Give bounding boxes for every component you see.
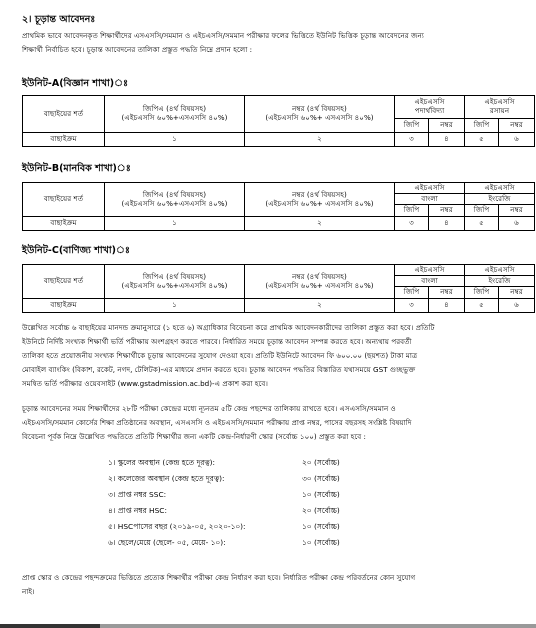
paragraph-line: মোবাইল ব্যাংকিং (বিকাশ, রকেট, নগদ, টেলিটক)-এর মাধ্যমে প্রদান করতে হবে। চূড়ান্ত আবেদন পদ্ধতির বিস্তারিত যথাসময়ে GST গুচ্ছভুক্ত [22, 365, 416, 374]
rank-value: ২ [245, 299, 395, 313]
paragraph-line: সমন্বিত ভর্তি পরীক্ষার ওয়েবসাইট (www.gstadmission.ac.bd)-এ প্রকাশ করা হবে। [22, 379, 268, 388]
criteria-score: ১০ (সর্বোচ্চ) [302, 522, 340, 531]
paragraph-line: ইউনিটে নির্দিষ্ট সংখ্যক শিক্ষার্থী ভর্তি পরীক্ষায় অংশগ্রহণ করতে পারবে। নির্ধারিত সময়ে চূড়ান্ত আবেদন সম্পন্ন করতে হবে। অন্যথায় পরবর্তী [22, 337, 412, 346]
gpa-header [105, 265, 245, 299]
marks-header-line-1: নম্বর (৪র্থ বিষয়সহ) [292, 189, 347, 199]
subject-subheader: নম্বর [499, 205, 535, 217]
criteria-row [108, 520, 340, 536]
intro-line: শিক্ষার্থী নির্বাচিত হবে। চূড়ান্ত আবেদনের তালিকা প্রস্তুত পদ্ধতি নিম্নে প্রদান হলো : [22, 45, 253, 54]
rank-value: ৩ [395, 299, 429, 313]
subject-subheader: জিপি [465, 287, 499, 299]
marks-header-line-1: নম্বর (৪র্থ বিষয়সহ) [292, 271, 347, 281]
criteria-score: ১০ (সর্বোচ্চ) [302, 538, 340, 547]
marks-header-line-1: নম্বর (৪র্থ বিষয়সহ) [292, 104, 347, 114]
criteria-header: বাছাইয়ের শর্ত [23, 265, 105, 299]
center-score-criteria [108, 456, 340, 552]
page-bottom-edge-light [100, 624, 536, 628]
rank-label: বাছাইক্রম [23, 217, 105, 231]
paragraph-line: তালিকা হতে প্রয়োজনীয় সংখ্যক শিক্ষার্থীকে চূড়ান্ত আবেদনের সুযোগ দেওয়া হবে। প্রতিটি ইউনিটে আবেদন ফি ৬০০.০০ (ছয়শত) টাকা মাত্র [22, 351, 418, 360]
marks-header-line-2: (এইচএসসি ৬০%+ এসএসসি ৪০%) [265, 198, 374, 208]
criteria-label: ১। স্কুলের অবস্থান (কেন্দ্র হতে দূরত্ব): [108, 458, 216, 467]
rank-value: ৬ [499, 133, 535, 147]
subject-header-line-1: এইচএসসি [414, 97, 445, 107]
subject-header-name: বাংলা [395, 276, 465, 287]
paragraph-line: চূড়ান্ত আবেদনের সময় শিক্ষার্থীদের ২৮টি পরীক্ষা কেন্দ্রের মধ্যে ন্যূনতম ৫টি কেন্দ্র পছন্দের তালিকায় রাখতে হবে। এসএসসি/সমমান ও [22, 404, 396, 413]
subject-header-name: ইংরেজি [465, 276, 535, 287]
gpa-header-line-2: (এইচএসসি ৬০%+এসএসসি ৪০%) [121, 113, 228, 122]
subject-header-line-2: রসায়ন [489, 106, 510, 115]
unit-heading: ইউনিট-A(বিজ্ঞান শাখা)ঃ [22, 78, 129, 89]
criteria-score: ২০ (সর্বোচ্চ) [302, 506, 340, 515]
unit-heading: ইউনিট-C(বাণিজ্য শাখা)ঃ [22, 245, 130, 256]
rank-value: ৪ [429, 299, 465, 313]
criteria-label: ৫। HSCপাসের বছর (২০১৯-০৫, ২০২০-১০): [108, 522, 246, 531]
rank-value: ৩ [395, 217, 429, 231]
marks-header-line-2: (এইচএসসি ৬০%+ এসএসসি ৪০%) [265, 113, 374, 122]
subject-subheader: জিপি [395, 119, 429, 133]
rank-value: ৫ [465, 299, 499, 313]
criteria-label: ৪। প্রাপ্ত নম্বর HSC: [108, 506, 167, 515]
subject-subheader: জিপি [465, 205, 499, 217]
rank-value: ২ [245, 133, 395, 147]
rank-value: ৫ [465, 217, 499, 231]
marks-header [245, 265, 395, 299]
subject-header [465, 96, 535, 119]
gpa-header-line-2: (এইচএসসি ৬০%+এসএসসি ৪০%) [121, 280, 228, 290]
criteria-row [108, 456, 340, 472]
unit-heading: ইউনিট-B(মানবিক শাখা)ঃ [22, 163, 131, 174]
criteria-label: ৬। ছেলে/মেয়ে (ছেলে- ০৫, মেয়ে- ১০): [108, 538, 226, 547]
criteria-header: বাছাইয়ের শর্ত [23, 183, 105, 217]
subject-subheader: নম্বর [499, 287, 535, 299]
rank-value: ৪ [429, 133, 465, 147]
marks-header-line-2: (এইচএসসি ৬০%+ এসএসসি ৪০%) [265, 280, 374, 290]
rank-value: ২ [245, 217, 395, 231]
criteria-label: ২। কলেজের অবস্থান (কেন্দ্র হতে দূরত্ব): [108, 474, 225, 483]
intro-line: প্রাথমিক ভাবে আবেদনকৃত শিক্ষার্থীদের এসএসসি/সমমান ও এইচএসসি/সমমান পরীক্ষার ফলের ভিত্তিতে ইউনিট ভিত্তিক চূড়ান্ত আবেদনের জন্য [22, 31, 424, 40]
rank-label: বাছাইক্রম [23, 299, 105, 313]
rank-value: ৫ [465, 133, 499, 147]
gpa-header-line-1: জিপিএ (৪র্থ বিষয়সহ) [142, 104, 207, 114]
rank-value: ৬ [499, 217, 535, 231]
rank-value: ৬ [499, 299, 535, 313]
subject-subheader: নম্বর [429, 119, 465, 133]
criteria-score: ১০ (সর্বোচ্চ) [302, 490, 340, 499]
gpa-header [105, 183, 245, 217]
subject-header-top: এইচএসসি [465, 265, 535, 276]
subject-header-top: এইচএসসি [395, 183, 465, 194]
subject-header-top: এইচএসসি [465, 183, 535, 194]
rank-value: ১ [105, 217, 245, 231]
subject-header-top: এইচএসসি [395, 265, 465, 276]
criteria-header: বাছাইয়ের শর্ত [23, 96, 105, 133]
rank-value: ১ [105, 133, 245, 147]
gpa-header-line-1: জিপিএ (৪র্থ বিষয়সহ) [142, 271, 207, 281]
subject-subheader: নম্বর [429, 287, 465, 299]
paragraph-line: প্রাপ্ত স্কোর ও কেন্দ্রের পছন্দক্রমের ভিত্তিতে প্রত্যেক শিক্ষার্থীর পরীক্ষা কেন্দ্র নির্ধারণ করা হবে। নির্ধারিত পরীক্ষা কেন্দ্র পরিবর্তনের কোন সুযোগ [22, 573, 416, 582]
criteria-score: ২০ (সর্বোচ্চ) [302, 458, 340, 467]
paragraph-line: বিবেচনা পূর্বক নিম্নে উল্লেখিত পদ্ধতিতে প্রতিটি শিক্ষার্থীর জন্য একটি কেন্দ্র-নির্ধারণী স্কোর (সর্বোচ্চ ১০০) প্রস্তুত করা হবে : [22, 432, 366, 441]
rank-label: বাছাইক্রম [23, 133, 105, 147]
subject-header-line-1: এইচএসসি [484, 97, 515, 107]
paragraph-line: নাই। [22, 587, 35, 596]
criteria-label: ৩। প্রাপ্ত নম্বর SSC: [108, 490, 167, 499]
unit-criteria-table [22, 95, 535, 147]
subject-subheader: জিপি [395, 205, 429, 217]
subject-header-name: ইংরেজি [465, 194, 535, 205]
subject-header-line-2: পদার্থবিদ্যা [414, 106, 445, 115]
subject-subheader: জিপি [395, 287, 429, 299]
gpa-header [105, 96, 245, 133]
subject-subheader: জিপি [465, 119, 499, 133]
unit-criteria-table [22, 264, 535, 313]
subject-header [395, 96, 465, 119]
rank-value: ৪ [429, 217, 465, 231]
marks-header [245, 183, 395, 217]
gpa-header-line-1: জিপিএ (৪র্থ বিষয়সহ) [142, 189, 207, 199]
subject-subheader: নম্বর [499, 119, 535, 133]
section-heading: ২। চূড়ান্ত আবেদনঃ [22, 14, 96, 25]
gpa-header-line-2: (এইচএসসি ৬০%+এসএসসি ৪০%) [121, 198, 228, 208]
page-bottom-edge [0, 624, 536, 628]
rank-value: ১ [105, 299, 245, 313]
marks-header [245, 96, 395, 133]
subject-header-name: বাংলা [395, 194, 465, 205]
criteria-row [108, 472, 340, 488]
criteria-row [108, 504, 340, 520]
paragraph-line: উল্লেখিত সর্বোচ্চ ৬ বাছাইয়ের মানদন্ড ক্রমানুসারে (১ হতে ৬) অগ্রাধিকার বিবেচনা করে প্রাথমিক আবেদনকারীদের তালিকা প্রস্তুত করা হবে। প্রতিটি [22, 323, 435, 332]
criteria-row [108, 536, 340, 552]
rank-value: ৩ [395, 133, 429, 147]
paragraph-line: এইচএসসি/সমমান কোর্সের শিক্ষা প্রতিষ্ঠানের অবস্থান, এসএসসি ও এইচএসসি/সমমান পরীক্ষায় প্রাপ্ত নম্বর, পাসের বছরসহ সংশ্লিষ্ট বিষয়াদি [22, 418, 412, 427]
subject-subheader: নম্বর [429, 205, 465, 217]
criteria-row [108, 488, 340, 504]
criteria-score: ৩০ (সর্বোচ্চ) [302, 474, 340, 483]
unit-criteria-table [22, 182, 535, 231]
